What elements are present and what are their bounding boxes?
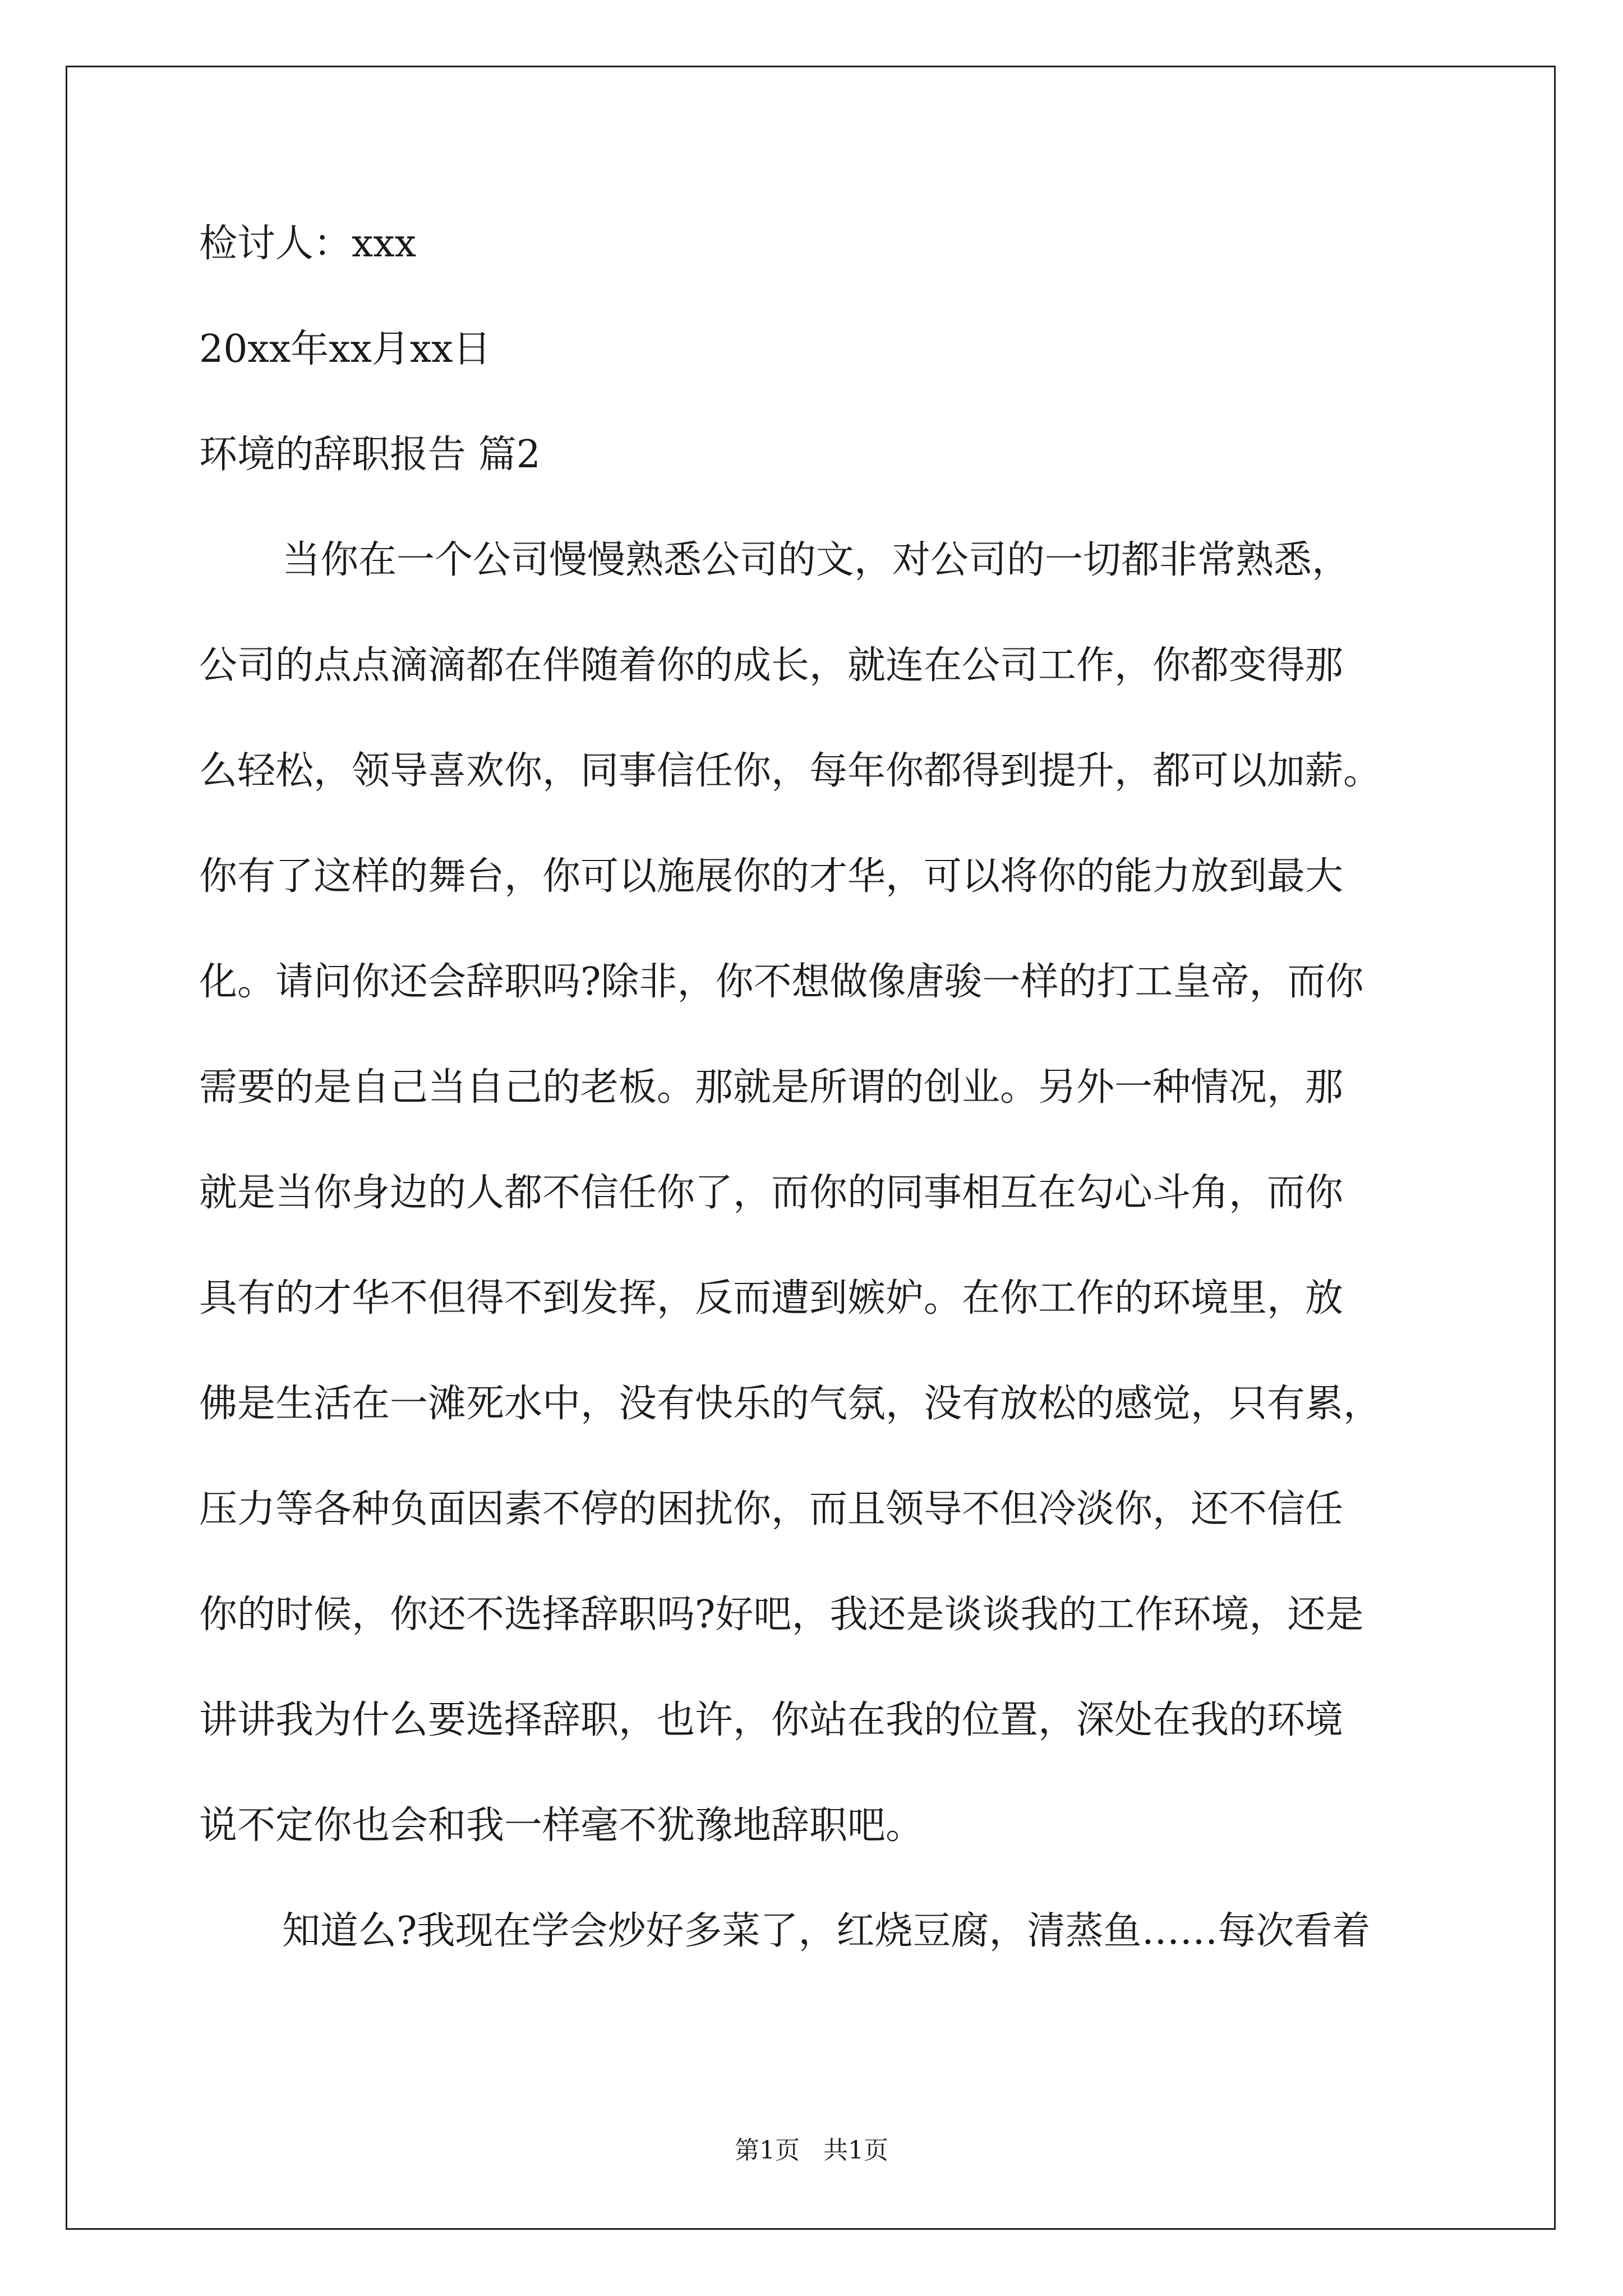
paragraph-line: 就是当你身边的人都不信任你了，而你的同事相互在勾心斗角，而你 xyxy=(199,1171,1344,1215)
page-footer: 第1页 共1页 xyxy=(735,2136,888,2165)
paragraph-line: 具有的才华不但得不到发挥，反而遭到嫉妒。在你工作的环境里，放 xyxy=(199,1276,1344,1320)
paragraph-line: 么轻松，领导喜欢你，同事信任你，每年你都得到提升，都可以加薪。 xyxy=(199,749,1382,793)
paragraph-line: 压力等各种负面因素不停的困扰你，而且领导不但冷淡你，还不信任 xyxy=(199,1487,1344,1531)
paragraph-line: 知道么?我现在学会炒好多菜了，红烧豆腐，清蒸鱼……每次看着 xyxy=(282,1909,1371,1953)
paragraph-line: 佛是生活在一滩死水中，没有快乐的气氛，没有放松的感觉，只有累， xyxy=(199,1382,1382,1426)
date-line: 20xx年xx月xx日 xyxy=(199,327,491,371)
paragraph-line: 你有了这样的舞台，你可以施展你的才华，可以将你的能力放到最大 xyxy=(199,854,1344,899)
paragraph-line: 当你在一个公司慢慢熟悉公司的文，对公司的一切都非常熟悉， xyxy=(282,538,1350,582)
paragraph-2 xyxy=(199,1906,1433,1957)
section-title: 环境的辞职报告 篇2 xyxy=(199,432,541,477)
paragraph-line: 公司的点点滴滴都在伴随着你的成长，就连在公司工作，你都变得那 xyxy=(199,643,1344,688)
paragraph-line: 讲讲我为什么要选择辞职，也许，你站在我的位置，深处在我的环境 xyxy=(199,1698,1344,1742)
paragraph-line: 你的时候，你还不选择辞职吗?好吧，我还是谈谈我的工作环境，还是 xyxy=(199,1593,1364,1637)
paragraph-line: 化。请问你还会辞职吗?除非，你不想做像唐骏一样的打工皇帝，而你 xyxy=(199,960,1364,1004)
paragraph-line: 需要的是自己当自己的老板。那就是所谓的创业。另外一种情况，那 xyxy=(199,1065,1344,1110)
reviewer-line: 检讨人：xxx xyxy=(199,222,417,266)
paragraph-line: 说不定你也会和我一样毫不犹豫地辞职吧。 xyxy=(199,1803,924,1848)
paragraph-1 xyxy=(199,535,1433,1851)
document-body xyxy=(199,219,1433,2012)
